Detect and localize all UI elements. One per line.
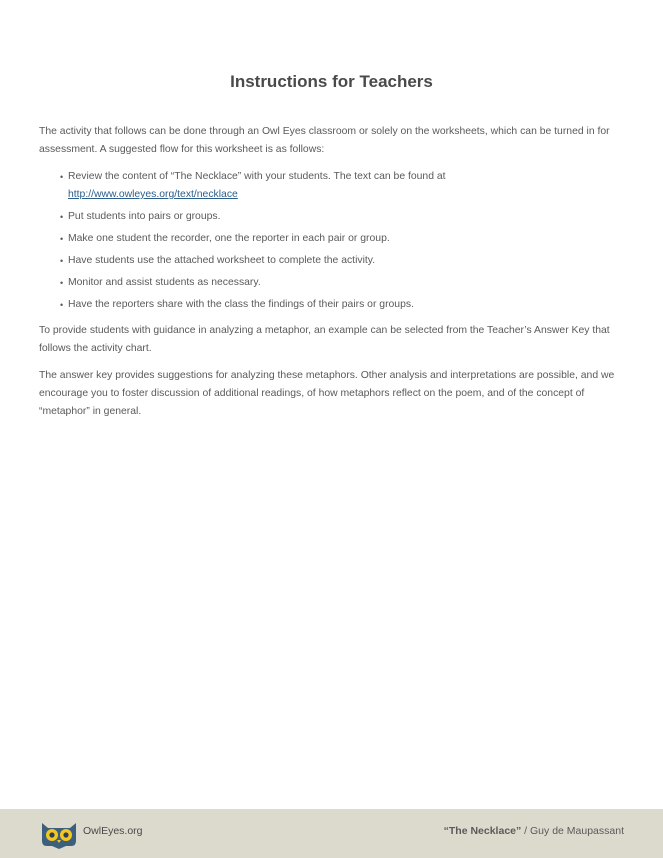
bullet-icon: • xyxy=(60,256,64,266)
list-item xyxy=(39,208,629,226)
steps-list xyxy=(39,168,629,314)
author-name: Guy de Maupassant xyxy=(530,825,624,837)
list-item xyxy=(39,230,629,248)
separator: / xyxy=(521,825,531,837)
list-item-text: Monitor and assist students as necessary. xyxy=(68,277,261,288)
answer-key-paragraph: The answer key provides suggestions for analyzing these metaphors. Other analysis and interpretations are possible, and we encourage you to foster discussion of additional readings, of how metaphors reflect on the poem, and of the concept of “metaphor” in general. xyxy=(39,370,615,417)
bullet-icon: • xyxy=(60,278,64,288)
list-item xyxy=(39,168,629,204)
bullet-icon: • xyxy=(60,234,64,244)
list-item-text: Make one student the recorder, one the reporter in each pair or group. xyxy=(68,233,390,244)
bullet-icon: • xyxy=(60,172,64,182)
page-title: Instructions for Teachers xyxy=(230,72,433,91)
footer-citation xyxy=(444,825,624,837)
intro-paragraph: The activity that follows can be done through an Owl Eyes classroom or solely on the worksheets, which can be turned in for assessment. A suggested flow for this worksheet is as follows: xyxy=(39,126,610,155)
owl-logo-icon xyxy=(40,819,78,849)
list-item xyxy=(39,274,629,292)
list-item-text: Review the content of “The Necklace” with your students. The text can be found at xyxy=(68,171,446,182)
bullet-icon: • xyxy=(60,300,64,310)
list-item-text: Have the reporters share with the class the findings of their pairs or groups. xyxy=(68,299,414,310)
guidance-paragraph: To provide students with guidance in analyzing a metaphor, an example can be selected from the Teacher’s Answer Key that follows the activity chart. xyxy=(39,325,610,354)
list-item xyxy=(39,296,629,314)
page-footer xyxy=(0,809,663,858)
list-item xyxy=(39,252,629,270)
owleyes-logo-text: OwlEyes.org xyxy=(83,825,143,837)
list-item-text: Have students use the attached worksheet to complete the activity. xyxy=(68,255,376,266)
book-title: “The Necklace” xyxy=(443,825,522,837)
bullet-icon: • xyxy=(60,212,64,222)
list-item-text: Put students into pairs or groups. xyxy=(68,211,221,222)
text-link[interactable]: http://www.owleyes.org/text/necklace xyxy=(68,189,238,200)
instructions-body xyxy=(39,123,629,430)
